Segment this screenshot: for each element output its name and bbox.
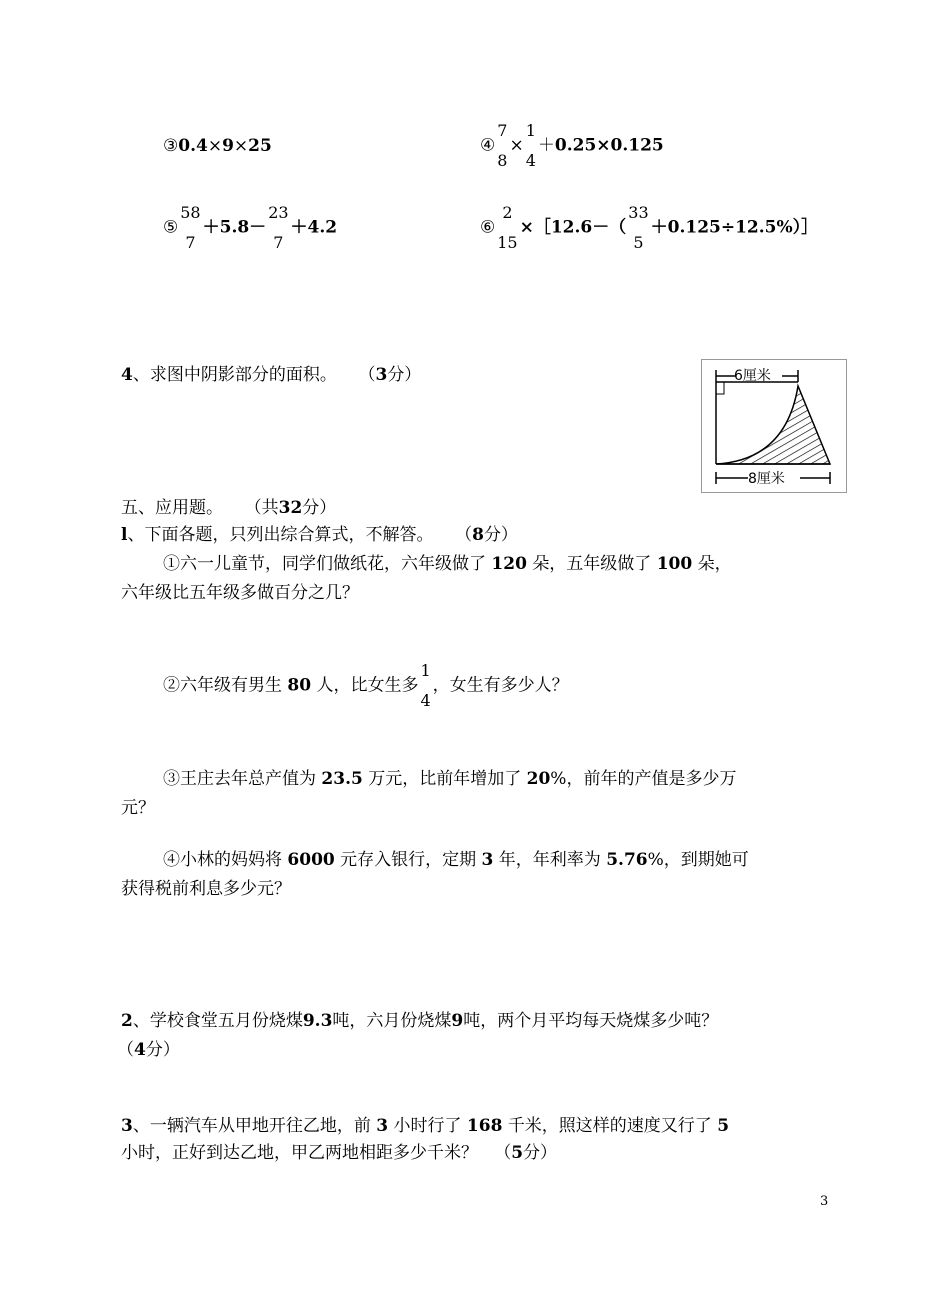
expr-3-a: 0.4: [178, 136, 208, 156]
section-title-text: 五、应用题。: [121, 498, 223, 518]
number: 3: [481, 850, 494, 870]
text: 、一辆汽车从甲地开往乙地，前: [132, 1116, 371, 1136]
expr-5-fraction-2: [268, 198, 288, 258]
expression-6: [480, 198, 818, 258]
problem-3-line-1: [163, 768, 736, 790]
problem-2: [163, 656, 569, 716]
question-2-score: [117, 1039, 180, 1061]
text: ②六年级有男生: [163, 675, 282, 696]
text: 朵，: [697, 554, 732, 574]
number: 5: [717, 1116, 730, 1136]
number: 168: [466, 1116, 503, 1136]
fraction-denominator: 7: [185, 233, 196, 252]
expr-5-index: ⑤: [163, 217, 179, 238]
score-unit: 分）: [387, 365, 422, 385]
expr-6-index: ⑥: [480, 217, 496, 238]
expr-6-fraction-1: [497, 198, 517, 258]
question-4-text: 、求图中阴影部分的面积。: [132, 365, 337, 385]
text: %，到期她可: [647, 850, 749, 870]
figure-top-label: 6厘米: [734, 368, 771, 384]
text: ①六一儿童节，同学们做纸花，六年级做了: [163, 554, 486, 574]
expr-3-index: ③: [163, 136, 179, 156]
expr-4-index: ④: [480, 135, 496, 156]
score-open: （: [117, 1040, 134, 1060]
problem-2-fraction: [420, 656, 430, 716]
score-open: （: [455, 525, 473, 545]
number: 3: [376, 1116, 389, 1136]
fraction-denominator: 4: [525, 151, 536, 170]
fraction-numerator: 58: [180, 203, 201, 222]
text: 小时，正好到达乙地，甲乙两地相距多少千米？: [121, 1143, 478, 1163]
expr-6-tail: ＋0.125÷12.5%）］: [650, 217, 819, 238]
score-unit: 分）: [145, 1040, 180, 1060]
fraction-numerator: 7: [497, 121, 508, 140]
shaded-area-figure: [701, 359, 847, 493]
text: 朵，五年级做了: [532, 554, 652, 574]
fraction-numerator: 23: [268, 203, 289, 222]
text: ③王庄去年总产值为: [163, 769, 316, 789]
expr-5-tail: ＋4.2: [290, 217, 338, 238]
score-unit: 分）: [483, 525, 518, 545]
expr-4-plus: ＋: [537, 135, 555, 156]
text: 年，年利率为: [498, 850, 601, 870]
expr-3-op1: ×: [207, 136, 223, 156]
expr-3-b: 9: [222, 136, 234, 156]
question-2-line-1: [121, 1010, 718, 1032]
figure-bottom-label: 8厘米: [748, 471, 785, 487]
text: ，女生有多少人？: [432, 675, 569, 696]
subsection-number: l: [121, 525, 128, 545]
number: 9: [451, 1011, 464, 1031]
text: 万元，比前年增加了: [368, 769, 522, 789]
expr-5-mid: ＋5.8－: [202, 217, 267, 238]
problem-3-line-2: 元？: [121, 798, 155, 818]
page-number: 3: [820, 1194, 829, 1209]
number: 20: [526, 769, 551, 789]
text: 千米，照这样的速度又行了: [507, 1116, 712, 1136]
question-3-line-2: [121, 1142, 557, 1164]
expr-3-c: 25: [248, 136, 272, 156]
score-unit: 分）: [523, 1143, 558, 1163]
fraction-numerator: 1: [525, 121, 536, 140]
question-3-line-1: [121, 1115, 729, 1137]
problem-4-line-1: [163, 849, 749, 871]
text: 元存入银行，定期: [340, 850, 477, 870]
question-number: 2: [121, 1011, 133, 1031]
expression-3: [163, 135, 272, 157]
expr-6-mid: ×［12.6－（: [519, 217, 627, 238]
subsection-1-title: [121, 524, 518, 546]
score-open: （: [494, 1143, 512, 1163]
number: 9.3: [302, 1011, 333, 1031]
expr-4-fraction-2: [526, 116, 536, 176]
expression-5: [163, 198, 337, 258]
text: 小时行了: [393, 1116, 462, 1136]
expression-4: [480, 116, 664, 176]
text: 吨，两个月平均每天烧煤多少吨？: [463, 1011, 719, 1031]
score-number: 4: [134, 1040, 146, 1060]
problem-1-line-1: [163, 553, 732, 575]
question-4: [121, 364, 421, 386]
number: 5.76: [606, 850, 648, 870]
score-number: 3: [375, 365, 388, 385]
problem-1-line-2: 六年级比五年级多做百分之几？: [121, 583, 359, 603]
fraction-numerator: 1: [420, 661, 431, 680]
number: 23.5: [321, 769, 363, 789]
expr-4-fraction-1: [497, 116, 507, 176]
fraction-denominator: 7: [273, 233, 284, 252]
expr-5-fraction-1: [180, 198, 200, 258]
expr-4-rest: 0.25×0.125: [554, 135, 664, 156]
fraction-denominator: 5: [633, 233, 644, 252]
text: 吨，六月份烧煤: [332, 1011, 452, 1031]
score-open: （共: [244, 498, 279, 518]
text: ④小林的妈妈将: [163, 850, 282, 870]
number: 6000: [287, 850, 335, 870]
question-number: 3: [121, 1116, 133, 1136]
score-open: （: [358, 365, 376, 385]
score-number: 8: [472, 525, 484, 545]
fraction-numerator: 2: [502, 203, 513, 222]
expr-6-fraction-2: [628, 198, 648, 258]
fraction-denominator: 15: [497, 233, 518, 252]
subsection-text: 、下面各题，只列出综合算式，不解答。: [127, 525, 434, 545]
number: 80: [287, 675, 312, 696]
text: %，前年的产值是多少万: [550, 769, 737, 789]
text: 、学校食堂五月份烧煤: [132, 1011, 303, 1031]
number: 120: [491, 554, 527, 574]
expr-4-op1: ×: [509, 135, 524, 156]
score-number: 5: [511, 1143, 524, 1163]
score-number: 32: [278, 498, 303, 518]
problem-4-line-2: 获得税前利息多少元？: [121, 879, 291, 899]
section-5-title: [121, 497, 336, 519]
score-unit: 分）: [302, 498, 337, 518]
text: 人，比女生多: [316, 675, 419, 696]
number: 100: [656, 554, 693, 574]
fraction-denominator: 4: [420, 691, 431, 710]
fraction-numerator: 33: [628, 203, 649, 222]
expr-3-op2: ×: [233, 136, 249, 156]
question-4-number: 4: [121, 365, 133, 385]
fraction-denominator: 8: [497, 151, 508, 170]
